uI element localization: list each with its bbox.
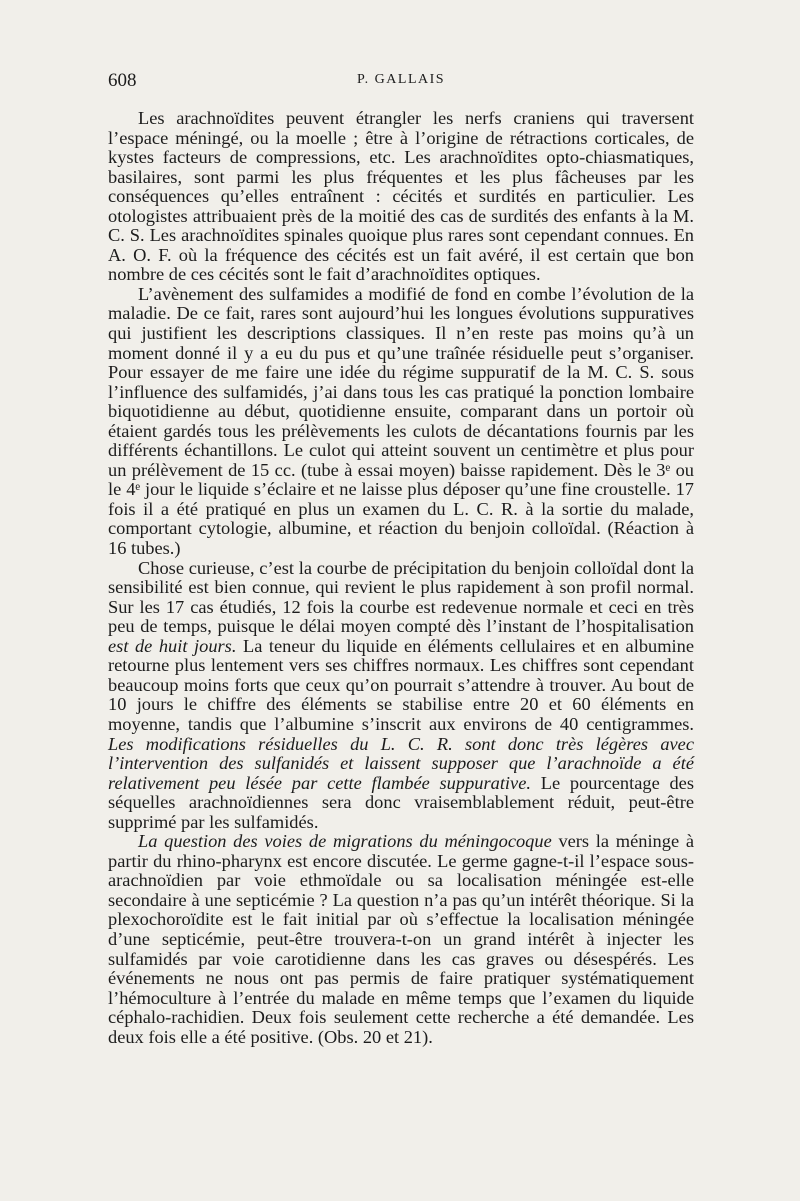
- paragraph-text: La teneur du liquide en éléments cellulaires et en albumine retourne plus lentement vers ses chiffres normaux. Les chiffres sont cependant beaucoup moins forts que ceux qu’on pourrait s’attendre à trouver. Au bout de 10 jours le chiffre des éléments se stabilise entre 20 et 60 éléments en moyenne, tandis que l’albumine s’inscrit aux environs de 40 centigrammes.: [108, 635, 694, 734]
- body-text: [108, 109, 694, 1047]
- paragraph-text: Le pourcentage des séquelles arachnoïdiennes sera donc vraisemblablement réduit, peut-être supprimé par les sulfamidés.: [108, 772, 694, 832]
- paragraph-migration: [108, 832, 694, 1047]
- emphasis-text: Les modifications résiduelles du L. C. R. sont donc très légères avec l’intervention des sulfanidés et laissent supposer que l’arachnoïde a été relativement peu lésée par cette flambée suppurative.: [108, 733, 694, 793]
- running-head: P. GALLAIS: [356, 72, 446, 87]
- emphasis-text: La question des voies de migrations du méningocoque: [138, 831, 552, 852]
- page-number: 608: [108, 70, 137, 91]
- emphasis-text: est de huit jours.: [108, 635, 237, 656]
- paragraph-benjoin-curve: [108, 559, 694, 833]
- page-header: [108, 70, 694, 94]
- paragraph-text: vers la méninge à partir du rhino-pharynx est encore discutée. Le germe gagne-t-il l’espace sous-arachnoïdien par voie ethmoïdale ou sa localisation méningée est-elle secondaire à une septicémie ? La question n’a pas qu’un intérêt théorique. Si la plexochoroïdite est le fait initial par où s’effectue la localisation méningée d’une septicémie, peut-être trouvera-t-on un grand intérêt à injecter les sulfamidés par voie carotidienne dans les cas graves ou désespérés. Les événements ne nous ont pas permis de faire pratiquer systématiquement l’hémoculture à l’entrée du malade en même temps que l’examen du liquide céphalo-rachidien. Deux fois seulement cette recherche a été demandée. Les deux fois elle a été positive. (Obs. 20 et 21).: [108, 831, 694, 1047]
- paragraph-text: L’avènement des sulfamides a modifié de fond en combe l’évolution de la maladie. De ce fait, rares sont aujourd’hui les longues évolutions suppuratives qui justifient les descriptions classiques. Il n’en reste pas moins qu’à un moment donné il y a eu du pus et qu’une traînée résiduelle peut s’organiser. Pour essayer de me faire une idée du régime suppuratif de la M. C. S. sous l’influence des sulfamidés, j’ai dans tous les cas pratiqué la ponction lombaire biquotidienne au début, quotidienne ensuite, comparant dans un portoir où étaient gardés tous les prélèvements les culots de décantations fournis par les différents échantillons. Le culot qui atteint souvent un centimètre et plus pour un prélèvement de 15 cc. (tube à essai moyen) baisse rapidement. Dès le 3ᵉ ou le 4ᵉ jour le liquide s’éclaire et ne laisse plus déposer qu’une fine croustelle. 17 fois il a été pratiqué en plus un examen du L. C. R. à la sortie du malade, comportant cytologie, albumine, et réaction du benjoin colloïdal. (Réaction à 16 tubes.): [108, 283, 694, 559]
- paragraph-text: Chose curieuse, c’est la courbe de précipitation du benjoin colloïdal dont la sensibilité est bien connue, qui revient le plus rapidement à son profil normal. Sur les 17 cas étudiés, 12 fois la courbe est redevenue normale et ceci en très peu de temps, puisque le délai moyen compté dès l’instant de l’hospitalisation: [108, 557, 694, 637]
- paragraph-arachnoiditis: [108, 109, 694, 285]
- paragraph-sulfamides: [108, 285, 694, 559]
- paragraph-text: Les arachnoïdites peuvent étrangler les nerfs craniens qui traversent l’espace méningé, ou la moelle ; être à l’origine de rétractions corticales, de kystes facteurs de compressions, etc. Les arachnoïdites opto-chiasmatiques, basilaires, sont parmi les plus fréquentes et les plus fâcheuses par les conséquences qu’elles entraînent : cécités et surdités en particulier. Les otologistes attribuaient près de la moitié des cas de surdités des enfants à la M. C. S. Les arachnoïdites spinales quoique plus rares sont cependant connues. En A. O. F. où la fréquence des cécités est un fait avéré, il est certain que bon nombre de ces cécités sont le fait d’arachnoïdites optiques.: [108, 108, 694, 285]
